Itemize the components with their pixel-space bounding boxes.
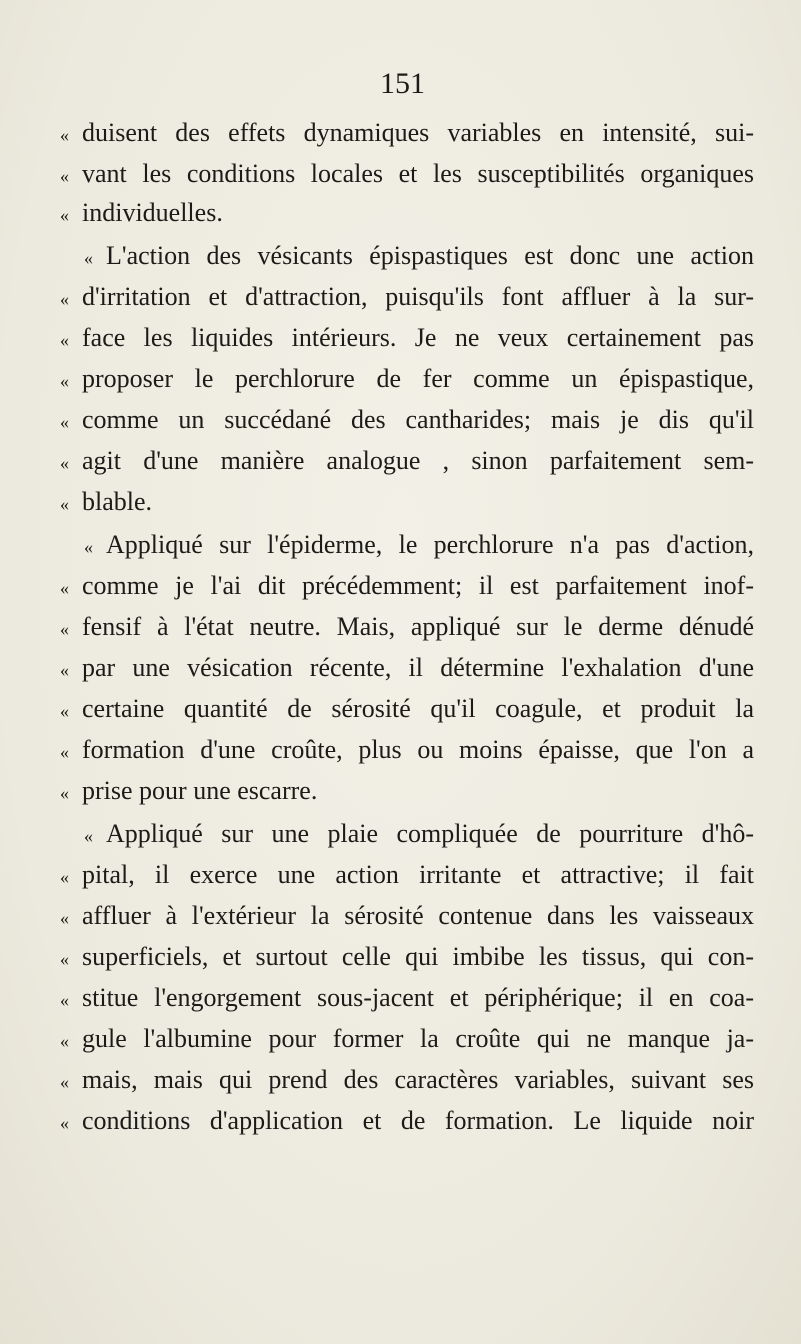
line-text: vant les conditions locales et les susceptibilités organiques bbox=[82, 159, 754, 188]
text-line bbox=[0, 814, 801, 854]
quote-mark: « bbox=[84, 537, 93, 557]
text-line bbox=[0, 771, 801, 811]
line-text: mais, mais qui prend des caractères variables, suivant ses bbox=[82, 1065, 754, 1094]
quote-mark: « bbox=[60, 867, 69, 887]
quote-mark: « bbox=[84, 826, 93, 846]
text-line bbox=[0, 441, 801, 481]
quote-mark: « bbox=[60, 1072, 69, 1092]
quote-mark: « bbox=[60, 742, 69, 762]
quote-mark: « bbox=[60, 125, 69, 145]
line-text: superficiels, et surtout celle qui imbibe les tissus, qui con- bbox=[82, 942, 754, 971]
quote-mark: « bbox=[60, 1031, 69, 1051]
line-text: stitue l'engorgement sous-jacent et périphérique; il en coa- bbox=[82, 983, 754, 1012]
text-line bbox=[0, 978, 801, 1018]
line-text: pital, il exerce une action irritante et attractive; il fait bbox=[82, 860, 754, 889]
line-text: conditions d'application et de formation. Le liquide noir bbox=[82, 1106, 754, 1135]
quote-mark: « bbox=[60, 494, 69, 514]
line-text: prise pour une escarre. bbox=[82, 776, 318, 805]
quote-mark: « bbox=[60, 330, 69, 350]
quote-mark: « bbox=[60, 701, 69, 721]
text-line bbox=[0, 730, 801, 770]
line-text: blable. bbox=[82, 487, 153, 516]
quote-mark: « bbox=[60, 990, 69, 1010]
text-line bbox=[0, 525, 801, 565]
quote-mark: « bbox=[60, 1113, 69, 1133]
line-text: agit d'une manière analogue , sinon parfaitement sem- bbox=[82, 446, 754, 475]
text-line bbox=[0, 193, 801, 233]
text-line bbox=[0, 154, 801, 194]
line-text: comme je l'ai dit précédemment; il est parfaitement inof- bbox=[82, 571, 754, 600]
quote-mark: « bbox=[60, 289, 69, 309]
line-text: L'action des vésicants épispastiques est donc une action bbox=[106, 241, 754, 270]
page-number: 151 bbox=[380, 67, 425, 100]
text-line bbox=[0, 1101, 801, 1141]
text-line bbox=[0, 566, 801, 606]
line-text: certaine quantité de sérosité qu'il coagule, et produit la bbox=[82, 694, 754, 723]
text-line bbox=[0, 236, 801, 276]
line-text: comme un succédané des cantharides; mais je dis qu'il bbox=[82, 405, 754, 434]
quote-mark: « bbox=[60, 371, 69, 391]
text-line bbox=[0, 359, 801, 399]
line-text: fensif à l'état neutre. Mais, appliqué sur le derme dénudé bbox=[82, 612, 754, 641]
quote-mark: « bbox=[60, 412, 69, 432]
quote-mark: « bbox=[60, 619, 69, 639]
text-line bbox=[0, 1060, 801, 1100]
line-text: duisent des effets dynamiques variables en intensité, sui- bbox=[82, 118, 754, 147]
text-line bbox=[0, 896, 801, 936]
quote-mark: « bbox=[60, 949, 69, 969]
quote-mark: « bbox=[60, 783, 69, 803]
line-text: proposer le perchlorure de fer comme un épispastique, bbox=[82, 364, 754, 393]
line-text: par une vésication récente, il détermine l'exhalation d'une bbox=[82, 653, 754, 682]
text-line bbox=[0, 113, 801, 153]
quote-mark: « bbox=[60, 166, 69, 186]
text-line bbox=[0, 855, 801, 895]
line-text: face les liquides intérieurs. Je ne veux certainement pas bbox=[82, 323, 754, 352]
text-line bbox=[0, 607, 801, 647]
quote-mark: « bbox=[60, 578, 69, 598]
text-line bbox=[0, 318, 801, 358]
quote-mark: « bbox=[60, 453, 69, 473]
quote-mark: « bbox=[60, 660, 69, 680]
text-line bbox=[0, 400, 801, 440]
line-text: individuelles. bbox=[82, 198, 223, 227]
text-line bbox=[0, 937, 801, 977]
line-text: Appliqué sur l'épiderme, le perchlorure n'a pas d'action, bbox=[106, 530, 754, 559]
line-text: formation d'une croûte, plus ou moins épaisse, que l'on a bbox=[82, 735, 754, 764]
line-text: d'irritation et d'attraction, puisqu'ils font affluer à la sur- bbox=[82, 282, 754, 311]
quote-mark: « bbox=[60, 908, 69, 928]
quote-mark: « bbox=[84, 248, 93, 268]
line-text: Appliqué sur une plaie compliquée de pourriture d'hô- bbox=[106, 819, 754, 848]
line-text: affluer à l'extérieur la sérosité contenue dans les vaisseaux bbox=[82, 901, 754, 930]
text-line bbox=[0, 482, 801, 522]
quote-mark: « bbox=[60, 205, 69, 225]
text-line bbox=[0, 648, 801, 688]
text-line bbox=[0, 689, 801, 729]
line-text: gule l'albumine pour former la croûte qui ne manque ja- bbox=[82, 1024, 754, 1053]
text-line bbox=[0, 1019, 801, 1059]
text-line bbox=[0, 277, 801, 317]
